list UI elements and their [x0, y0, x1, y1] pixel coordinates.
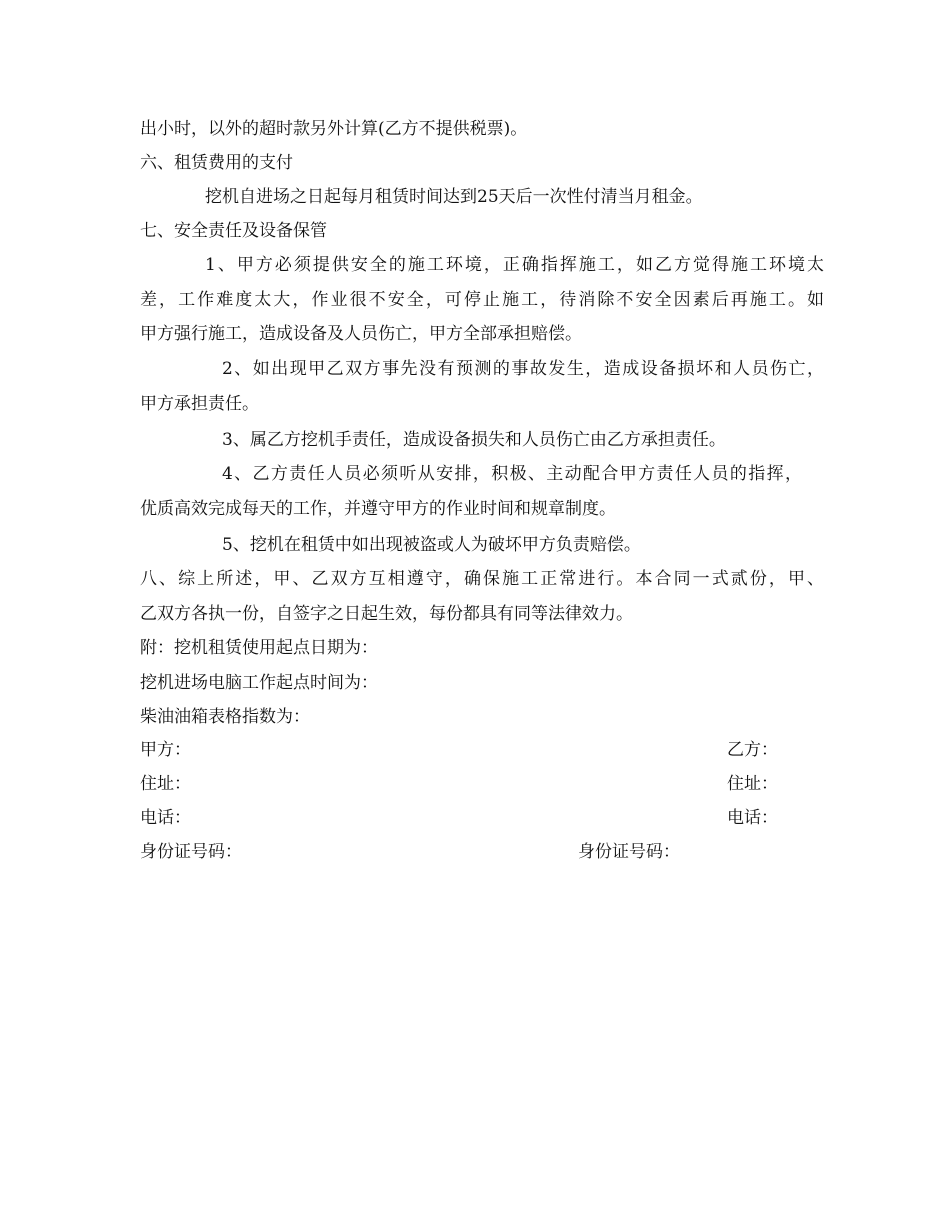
- appendix-fuel-index: 柴油油箱表格指数为：: [140, 707, 310, 727]
- section-8-line-1: 八、综上所述，甲、乙双方互相遵守，确保施工正常进行。本合同一式贰份，甲、: [140, 569, 824, 589]
- clause-5-line: 5、挖机在租赁中如出现被盗或人为破坏甲方负责赔偿。: [222, 535, 641, 555]
- phone-a-label: 电话：: [140, 808, 191, 828]
- party-b-label: 乙方：: [727, 740, 778, 760]
- clause-3-line: 3、属乙方挖机手责任，造成设备损失和人员伤亡由乙方承担责任。: [222, 430, 726, 450]
- section-8-line-2: 乙双方各执一份，自签字之日起生效，每份都具有同等法律效力。: [140, 604, 633, 624]
- clause-4-line-2: 优质高效完成每天的工作，并遵守甲方的作业时间和规章制度。: [140, 499, 616, 519]
- phone-b-label: 电话：: [727, 808, 778, 828]
- clause-2-line-2: 甲方承担责任。: [140, 394, 259, 414]
- clause-1-line-3: 甲方强行施工，造成设备及人员伤亡，甲方全部承担赔偿。: [140, 324, 582, 344]
- text-line-overtime: 出小时，以外的超时款另外计算(乙方不提供税票)。: [140, 119, 528, 139]
- text-line-payment: 挖机自进场之日起每月租赁时间达到25天后一次性付清当月租金。: [205, 187, 703, 207]
- section-heading-safety: 七、安全责任及设备保管: [140, 221, 327, 241]
- party-a-label: 甲方：: [140, 740, 191, 760]
- clause-1-line-2: 差，工作难度太大，作业很不安全，可停止施工，待消除不安全因素后再施工。如: [140, 290, 824, 310]
- id-a-label: 身份证号码：: [140, 842, 242, 862]
- clause-1-line-1: 1、甲方必须提供安全的施工环境，正确指挥施工，如乙方觉得施工环境太: [205, 255, 824, 275]
- appendix-computer-time: 挖机进场电脑工作起点时间为：: [140, 673, 378, 693]
- address-a-label: 住址：: [140, 774, 191, 794]
- id-b-label: 身份证号码：: [578, 842, 680, 862]
- clause-2-line-1: 2、如出现甲乙双方事先没有预测的事故发生，造成设备损坏和人员伤亡，: [222, 359, 824, 379]
- address-b-label: 住址：: [727, 774, 778, 794]
- appendix-start-date: 附：挖机租赁使用起点日期为：: [140, 638, 378, 658]
- clause-4-line-1: 4、乙方责任人员必须听从安排，积极、主动配合甲方责任人员的指挥，: [222, 464, 802, 484]
- section-heading-payment: 六、租赁费用的支付: [140, 153, 293, 173]
